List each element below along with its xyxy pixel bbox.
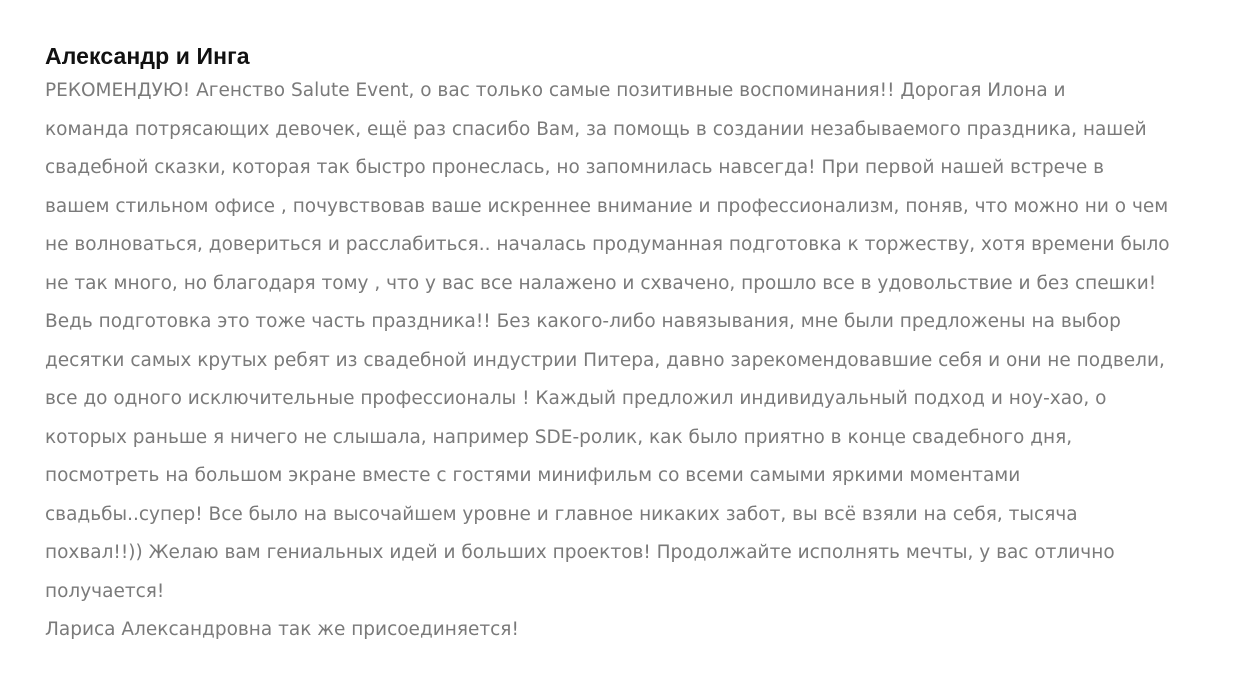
review-text-line: Ведь подготовка это тоже часть праздника!! Без какого-либо навязывания, мне были предложены на выбор: [45, 311, 1121, 332]
review-text-line: посмотреть на большом экране вместе с гостями минифильм со всеми самыми яркими моментами: [45, 465, 1021, 486]
review-text-line: команда потрясающих девочек, ещё раз спасибо Вам, за помощь в создании незабываемого праздника, нашей: [45, 118, 1147, 140]
review-text: [45, 72, 1235, 650]
review-author: Александр и Инга: [45, 43, 250, 69]
review-text-line: не волноваться, довериться и расслабиться.. началась продуманная подготовка к торжеству, хотя времени было: [45, 234, 1170, 255]
review-text-line: Лариса Александровна так же присоединяется!: [45, 619, 519, 640]
review-text-line: все до одного исключительные профессионалы ! Каждый предложил индивидуальный подход и ноу-хао, о: [45, 388, 1107, 409]
review-card: [45, 40, 1235, 650]
review-text-line: вашем стильном офисе , почувствовав ваше искреннее внимание и профессионализм, поняв, что можно ни о чем: [45, 195, 1169, 217]
review-text-line: свадебной сказки, которая так быстро пронеслась, но запомнилась навсегда! При первой нашей встрече в: [45, 157, 1105, 178]
review-text-line: получается!: [45, 580, 165, 602]
review-text-line: которых раньше я ничего не слышала, например SDE-ролик, как было приятно в конце свадебного дня,: [45, 426, 1073, 448]
review-text-line: РЕКОМЕНДУЮ! Агенство Salute Event, о вас только самые позитивные воспоминания!! Дорогая Илона и: [45, 80, 1066, 101]
review-text-line: десятки самых крутых ребят из свадебной индустрии Питера, давно зарекомендовавшие себя и они не подвели,: [45, 349, 1165, 371]
review-text-line: похвал!!)) Желаю вам гениальных идей и больших проектов! Продолжайте исполнять мечты, у вас отлично: [45, 542, 1115, 563]
review-text-line: не так много, но благодаря тому , что у вас все налажено и схвачено, прошло все в удовольствие и без спешки!: [45, 272, 1157, 294]
review-text-line: свадьбы..супер! Все было на высочайшем уровне и главное никаких забот, вы всё взяли на себя, тысяча: [45, 503, 1078, 525]
